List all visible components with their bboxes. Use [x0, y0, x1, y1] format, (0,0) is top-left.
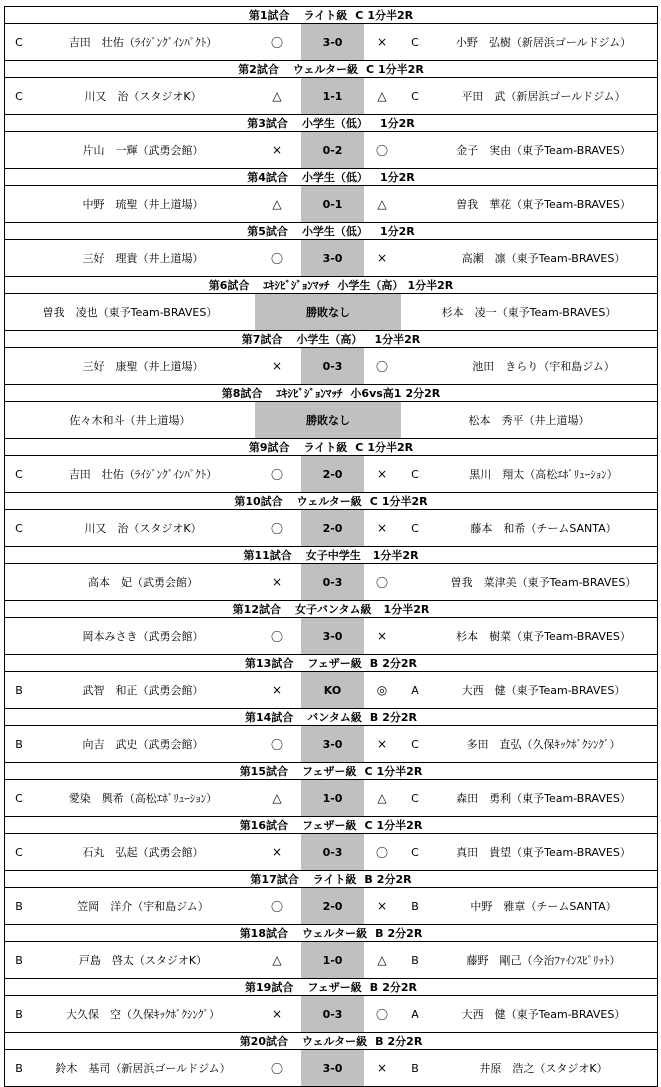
match-header	[5, 277, 658, 294]
right-fighter: 杉本 凌一（東予Team-BRAVES）	[441, 306, 617, 319]
right-fighter: 池田 きらり（宇和島ジム）	[472, 360, 615, 373]
left-fighter: 三好 康聖（井上道場）	[82, 360, 204, 373]
match-number: 第4試合	[247, 171, 288, 184]
right-result-mark: △	[377, 89, 387, 103]
left-fighter: 大久保 空（久保ｷｯｸﾎﾞｸｼﾝｸﾞ）	[66, 1008, 220, 1021]
match-class: B	[364, 873, 373, 886]
match-division: フェザー級	[302, 819, 357, 832]
match-row	[5, 456, 658, 493]
right-rank: B	[411, 899, 419, 913]
no-decision-cell: 勝敗なし	[255, 402, 401, 438]
match-header	[5, 493, 658, 510]
match-row	[5, 618, 658, 655]
left-result-mark: ×	[271, 143, 283, 157]
match-number: 第1試合	[248, 9, 290, 22]
match-class: 小6vs高1	[350, 387, 402, 400]
score-cell: 0-3	[301, 834, 364, 870]
right-fighter: 多田 直弘（久保ｷｯｸﾎﾞｸｼﾝｸﾞ）	[466, 738, 621, 751]
match-header	[5, 763, 658, 780]
match-row	[5, 996, 658, 1033]
left-rank: C	[15, 35, 23, 49]
right-rank: C	[411, 521, 419, 535]
match-number: 第6試合	[208, 279, 250, 292]
left-rank: C	[15, 467, 23, 481]
match-header-cell	[5, 169, 658, 186]
match-class: B	[375, 927, 384, 940]
bout-row	[5, 1050, 657, 1086]
left-fighter: 片山 一輝（武勇会館）	[82, 144, 204, 157]
left-rank: C	[15, 845, 23, 859]
match-header	[5, 7, 658, 24]
match-number: 第13試合	[245, 657, 294, 670]
match-number: 第3試合	[247, 117, 288, 130]
match-header-cell	[5, 493, 658, 510]
left-fighter: 石丸 弘起（武勇会館）	[82, 846, 204, 859]
right-rank: C	[411, 467, 419, 481]
match-row	[5, 132, 658, 169]
score-cell: 3-0	[301, 726, 364, 762]
match-division: ライト級	[303, 441, 348, 454]
match-class: C	[365, 63, 375, 76]
score-cell: KO	[301, 672, 364, 708]
match-header-cell	[5, 547, 658, 564]
right-rank: C	[411, 737, 419, 751]
right-fighter: 杉本 樹菜（東予Team-BRAVES）	[456, 630, 631, 643]
match-header	[5, 439, 658, 456]
match-rounds: 1分半2R	[378, 63, 424, 76]
match-rounds: 1分2R	[379, 117, 415, 130]
right-fighter: 中野 雅章（チームSANTA）	[470, 900, 617, 913]
match-header	[5, 601, 658, 618]
match-row	[5, 726, 658, 763]
match-number: 第18試合	[239, 927, 288, 940]
match-class: C	[355, 441, 364, 454]
left-rank: B	[15, 737, 23, 751]
match-rounds: 1分半2R	[372, 549, 419, 562]
match-header-cell	[5, 655, 658, 672]
match-class: C	[369, 495, 378, 508]
score-cell: 0-1	[301, 186, 364, 222]
left-rank: C	[15, 521, 23, 535]
match-number: 第11試合	[243, 549, 292, 562]
match-rounds: 1分半2R	[383, 603, 430, 616]
right-fighter: 森田 勇利（東予Team-BRAVES）	[456, 792, 631, 805]
bout-row	[5, 78, 657, 114]
right-fighter: 金子 実由（東予Team-BRAVES）	[456, 144, 631, 157]
left-result-mark: ×	[271, 1007, 283, 1021]
match-row-cell	[5, 294, 658, 331]
right-fighter: 小野 弘樹（新居浜ゴールドジム）	[455, 36, 632, 49]
left-result-mark: ×	[271, 359, 283, 373]
score-cell: 1-1	[301, 78, 364, 114]
match-rounds: 1分半2R	[376, 819, 423, 832]
match-row-cell	[5, 564, 658, 601]
match-row-cell	[5, 672, 658, 709]
bout-row	[5, 24, 657, 60]
match-header-cell	[5, 331, 658, 348]
match-row-cell	[5, 348, 658, 385]
match-row-cell	[5, 510, 658, 547]
left-fighter: 岡本みさき（武勇会館）	[82, 630, 204, 643]
match-header-cell	[5, 979, 658, 996]
match-row-cell	[5, 1050, 658, 1087]
match-row-cell	[5, 24, 658, 61]
right-rank: A	[411, 683, 419, 697]
right-result-mark: ×	[376, 899, 388, 913]
left-result-mark: 〇	[270, 1061, 283, 1076]
right-result-mark: 〇	[375, 845, 388, 860]
match-header-cell	[5, 601, 658, 618]
match-header-cell	[5, 709, 658, 726]
right-result-mark: ×	[376, 35, 388, 49]
match-number: 第2試合	[238, 63, 279, 76]
left-fighter: 川又 治（スタジオK）	[84, 522, 202, 535]
score-cell: 3-0	[301, 618, 364, 654]
match-header	[5, 61, 658, 78]
match-rounds: 1分半2R	[407, 279, 454, 292]
left-result-mark: △	[272, 791, 282, 805]
right-fighter: 松本 秀平（井上道場）	[468, 414, 590, 427]
left-fighter: 川又 治（スタジオK）	[84, 90, 202, 103]
left-fighter: 吉田 壮佑（ﾗｲｼﾞﾝｸﾞｲﾝﾊﾟｸﾄ）	[68, 468, 218, 481]
left-result-mark: △	[272, 953, 282, 967]
match-rounds: 1分半2R	[374, 333, 421, 346]
right-fighter: 曽我 菜津美（東予Team-BRAVES）	[450, 576, 637, 589]
match-header-cell	[5, 277, 658, 294]
no-decision-cell: 勝敗なし	[255, 294, 401, 330]
left-result-mark: 〇	[270, 251, 283, 266]
match-row	[5, 348, 658, 385]
bout-row	[5, 834, 657, 870]
left-rank: B	[15, 1007, 23, 1021]
score-cell: 0-3	[301, 996, 364, 1032]
right-result-mark: ×	[376, 629, 388, 643]
match-header-cell	[5, 439, 658, 456]
match-number: 第19試合	[245, 981, 294, 994]
left-fighter: 中野 琉聖（井上道場）	[82, 198, 204, 211]
match-header-cell	[5, 925, 658, 942]
right-result-mark: ×	[376, 251, 388, 265]
match-header	[5, 979, 658, 996]
match-division: 小学生（低）	[301, 117, 368, 130]
match-rounds: 2分2R	[382, 981, 417, 994]
match-division: ウェルター級	[296, 495, 362, 508]
match-row	[5, 1050, 658, 1087]
match-header	[5, 115, 658, 132]
match-class: C	[364, 819, 373, 832]
match-row	[5, 78, 658, 115]
match-rounds: 2分2R	[382, 711, 418, 724]
left-fighter: 笠岡 洋介（宇和島ジム）	[77, 900, 209, 913]
match-header-cell	[5, 115, 658, 132]
left-rank: B	[15, 1061, 23, 1075]
match-rounds: 2分2R	[382, 657, 417, 670]
match-division: 女子中学生	[305, 549, 361, 562]
right-rank: B	[411, 953, 419, 967]
match-class: B	[369, 981, 379, 994]
match-row	[5, 834, 658, 871]
right-result-mark: △	[377, 197, 387, 211]
match-number: 第16試合	[239, 819, 288, 832]
left-rank: C	[15, 89, 23, 103]
match-division: フェザー級	[307, 981, 362, 994]
score-cell: 2-0	[301, 888, 364, 924]
left-fighter: 愛染 興希（高松ｴﾎﾞﾘｭｰｼｮﾝ）	[68, 792, 218, 805]
match-header-cell	[5, 817, 658, 834]
right-rank: C	[411, 791, 419, 805]
match-rounds: 2分2R	[387, 1035, 423, 1048]
right-result-mark: 〇	[375, 143, 388, 158]
match-row	[5, 564, 658, 601]
right-fighter: 曽我 華花（東予Team-BRAVES）	[456, 198, 631, 211]
right-result-mark: △	[377, 791, 387, 805]
match-header-cell	[5, 1033, 658, 1050]
match-number: 第5試合	[247, 225, 288, 238]
match-rounds: 1分半2R	[381, 495, 428, 508]
bout-row	[5, 348, 657, 384]
match-row-cell	[5, 456, 658, 493]
right-result-mark: 〇	[375, 575, 388, 590]
match-rounds: 1分2R	[379, 171, 415, 184]
match-row	[5, 510, 658, 547]
bout-row	[5, 726, 657, 762]
left-result-mark: 〇	[270, 35, 283, 50]
match-row-cell	[5, 132, 658, 169]
right-fighter: 黒川 翔太（高松ｴﾎﾞﾘｭｰｼｮﾝ）	[469, 468, 618, 481]
right-fighter: 真田 貴望（東予Team-BRAVES）	[456, 846, 631, 859]
right-rank: B	[411, 1061, 419, 1075]
match-row	[5, 402, 658, 439]
left-result-mark: ×	[271, 575, 283, 589]
match-rounds: 2分2R	[405, 387, 441, 400]
match-rounds: 1分半2R	[367, 9, 414, 22]
bout-row	[5, 672, 657, 708]
right-result-mark: ×	[376, 737, 388, 751]
bout-row	[5, 618, 657, 654]
match-row-cell	[5, 780, 658, 817]
match-division: ライト級	[303, 9, 348, 22]
right-fighter: 高瀬 凛（東予Team-BRAVES）	[461, 252, 626, 265]
match-row	[5, 672, 658, 709]
match-division: ウェルター級	[292, 63, 358, 76]
results-table	[4, 6, 658, 1087]
right-fighter: 藤野 剛己（今治ﾌｧｲﾝｽﾋﾟﾘｯﾄ）	[466, 954, 621, 967]
match-number: 第7試合	[241, 333, 283, 346]
match-row-cell	[5, 402, 658, 439]
left-fighter: 鈴木 基司（新居浜ゴールドジム）	[55, 1062, 231, 1075]
match-class: B	[375, 1035, 384, 1048]
right-fighter: 井原 浩之（スタジオK）	[479, 1062, 608, 1075]
match-header-cell	[5, 61, 658, 78]
match-class: 小学生（高）	[337, 279, 404, 292]
match-row-cell	[5, 834, 658, 871]
match-division: バンタム級	[307, 711, 362, 724]
left-result-mark: ×	[271, 845, 283, 859]
left-fighter: 向吉 武史（武勇会館）	[82, 738, 204, 751]
match-header	[5, 331, 658, 348]
right-result-mark: 〇	[375, 359, 388, 374]
match-division: ウェルター級	[302, 927, 368, 940]
left-fighter: 武智 和正（武勇会館）	[82, 684, 204, 697]
right-result-mark: ×	[376, 521, 388, 535]
match-header	[5, 925, 658, 942]
match-row-cell	[5, 78, 658, 115]
match-row-cell	[5, 888, 658, 925]
bout-row	[5, 942, 657, 978]
right-fighter: 藤本 和希（チームSANTA）	[470, 522, 617, 535]
match-header-cell	[5, 223, 658, 240]
match-header	[5, 169, 658, 186]
match-header	[5, 655, 658, 672]
score-cell: 2-0	[301, 510, 364, 546]
match-header-cell	[5, 385, 658, 402]
bout-row	[5, 510, 657, 546]
right-fighter: 大西 健（東予Team-BRAVES）	[461, 1008, 626, 1021]
left-result-mark: △	[272, 197, 282, 211]
left-rank: B	[15, 953, 23, 967]
left-result-mark: 〇	[270, 629, 283, 644]
match-number: 第20試合	[239, 1035, 288, 1048]
match-header-cell	[5, 763, 658, 780]
score-cell: 1-0	[301, 780, 364, 816]
match-row	[5, 888, 658, 925]
match-rounds: 2分2R	[376, 873, 412, 886]
match-row-cell	[5, 186, 658, 223]
left-fighter: 佐々木和斗（井上道場）	[69, 414, 191, 427]
match-row	[5, 24, 658, 61]
score-cell: 0-2	[301, 132, 364, 168]
exhibition-row	[5, 402, 657, 438]
match-class: C	[355, 9, 364, 22]
right-fighter: 大西 健（東予Team-BRAVES）	[461, 684, 626, 697]
right-result-mark: 〇	[375, 1007, 388, 1022]
score-cell: 3-0	[301, 24, 364, 60]
score-cell: 3-0	[301, 1050, 364, 1086]
match-row-cell	[5, 942, 658, 979]
bout-row	[5, 240, 657, 276]
match-number: 第12試合	[232, 603, 281, 616]
match-row-cell	[5, 240, 658, 277]
left-fighter: 曽我 凌也（東予Team-BRAVES）	[42, 306, 218, 319]
left-result-mark: 〇	[270, 521, 283, 536]
bout-row	[5, 888, 657, 924]
match-class: B	[369, 711, 379, 724]
match-header	[5, 817, 658, 834]
right-rank: C	[411, 35, 419, 49]
match-division: 小学生（低）	[301, 225, 368, 238]
left-result-mark: 〇	[270, 737, 283, 752]
bout-row	[5, 996, 657, 1032]
match-division: 女子バンタム級	[294, 603, 372, 616]
left-fighter: 高本 妃（武勇会館）	[88, 576, 198, 589]
match-header-cell	[5, 7, 658, 24]
right-rank: A	[411, 1007, 419, 1021]
left-result-mark: 〇	[270, 899, 283, 914]
match-division: 小学生（低）	[301, 171, 368, 184]
match-number: 第9試合	[248, 441, 290, 454]
match-rounds: 1分半2R	[367, 441, 414, 454]
match-division: フェザー級	[307, 657, 362, 670]
left-result-mark: △	[272, 89, 282, 103]
bout-row	[5, 132, 657, 168]
score-cell: 0-3	[301, 348, 364, 384]
score-cell: 0-3	[301, 564, 364, 600]
right-rank: C	[411, 89, 419, 103]
left-rank: C	[15, 791, 23, 805]
right-result-mark: ◎	[376, 683, 388, 697]
bout-row	[5, 186, 657, 222]
match-row	[5, 240, 658, 277]
match-rounds: 1分半2R	[376, 765, 423, 778]
match-division: ｴｷｼﾋﾞｼﾞｮﾝﾏｯﾁ	[276, 387, 343, 400]
match-division: フェザー級	[302, 765, 357, 778]
left-result-mark: 〇	[270, 467, 283, 482]
match-header	[5, 385, 658, 402]
match-header	[5, 709, 658, 726]
match-header	[5, 871, 658, 888]
left-rank: B	[15, 683, 23, 697]
right-result-mark: △	[377, 953, 387, 967]
match-row-cell	[5, 726, 658, 763]
right-result-mark: ×	[376, 1061, 388, 1075]
match-rounds: 1分2R	[379, 225, 415, 238]
match-number: 第8試合	[221, 387, 263, 400]
right-result-mark: ×	[376, 467, 388, 481]
match-row	[5, 780, 658, 817]
match-class: B	[369, 657, 379, 670]
left-fighter: 戸島 啓太（スタジオK）	[78, 954, 208, 967]
bout-row	[5, 564, 657, 600]
score-cell: 2-0	[301, 456, 364, 492]
right-rank: C	[411, 845, 419, 859]
score-cell: 1-0	[301, 942, 364, 978]
match-number: 第14試合	[244, 711, 294, 724]
match-header	[5, 547, 658, 564]
match-division: 小学生（高）	[296, 333, 363, 346]
match-number: 第15試合	[239, 765, 288, 778]
match-header-cell	[5, 871, 658, 888]
bout-row	[5, 456, 657, 492]
bout-row	[5, 780, 657, 816]
left-fighter: 吉田 壮佑（ﾗｲｼﾞﾝｸﾞｲﾝﾊﾟｸﾄ）	[68, 36, 218, 49]
match-number: 第17試合	[250, 873, 299, 886]
match-rounds: 2分2R	[387, 927, 423, 940]
match-division: ウェルター級	[302, 1035, 368, 1048]
match-row-cell	[5, 618, 658, 655]
match-header	[5, 1033, 658, 1050]
right-fighter: 平田 武（新居浜ゴールドジム）	[461, 90, 626, 103]
match-number: 第10試合	[234, 495, 283, 508]
match-row	[5, 942, 658, 979]
match-header	[5, 223, 658, 240]
match-row	[5, 294, 658, 331]
match-division: ｴｷｼﾋﾞｼﾞｮﾝﾏｯﾁ	[263, 279, 330, 292]
left-rank: B	[15, 899, 23, 913]
left-fighter: 三好 理貴（井上道場）	[82, 252, 204, 265]
match-row-cell	[5, 996, 658, 1033]
exhibition-row	[5, 294, 657, 330]
match-class: C	[364, 765, 373, 778]
match-division: ライト級	[312, 873, 357, 886]
left-result-mark: ×	[271, 683, 283, 697]
match-row	[5, 186, 658, 223]
score-cell: 3-0	[301, 240, 364, 276]
